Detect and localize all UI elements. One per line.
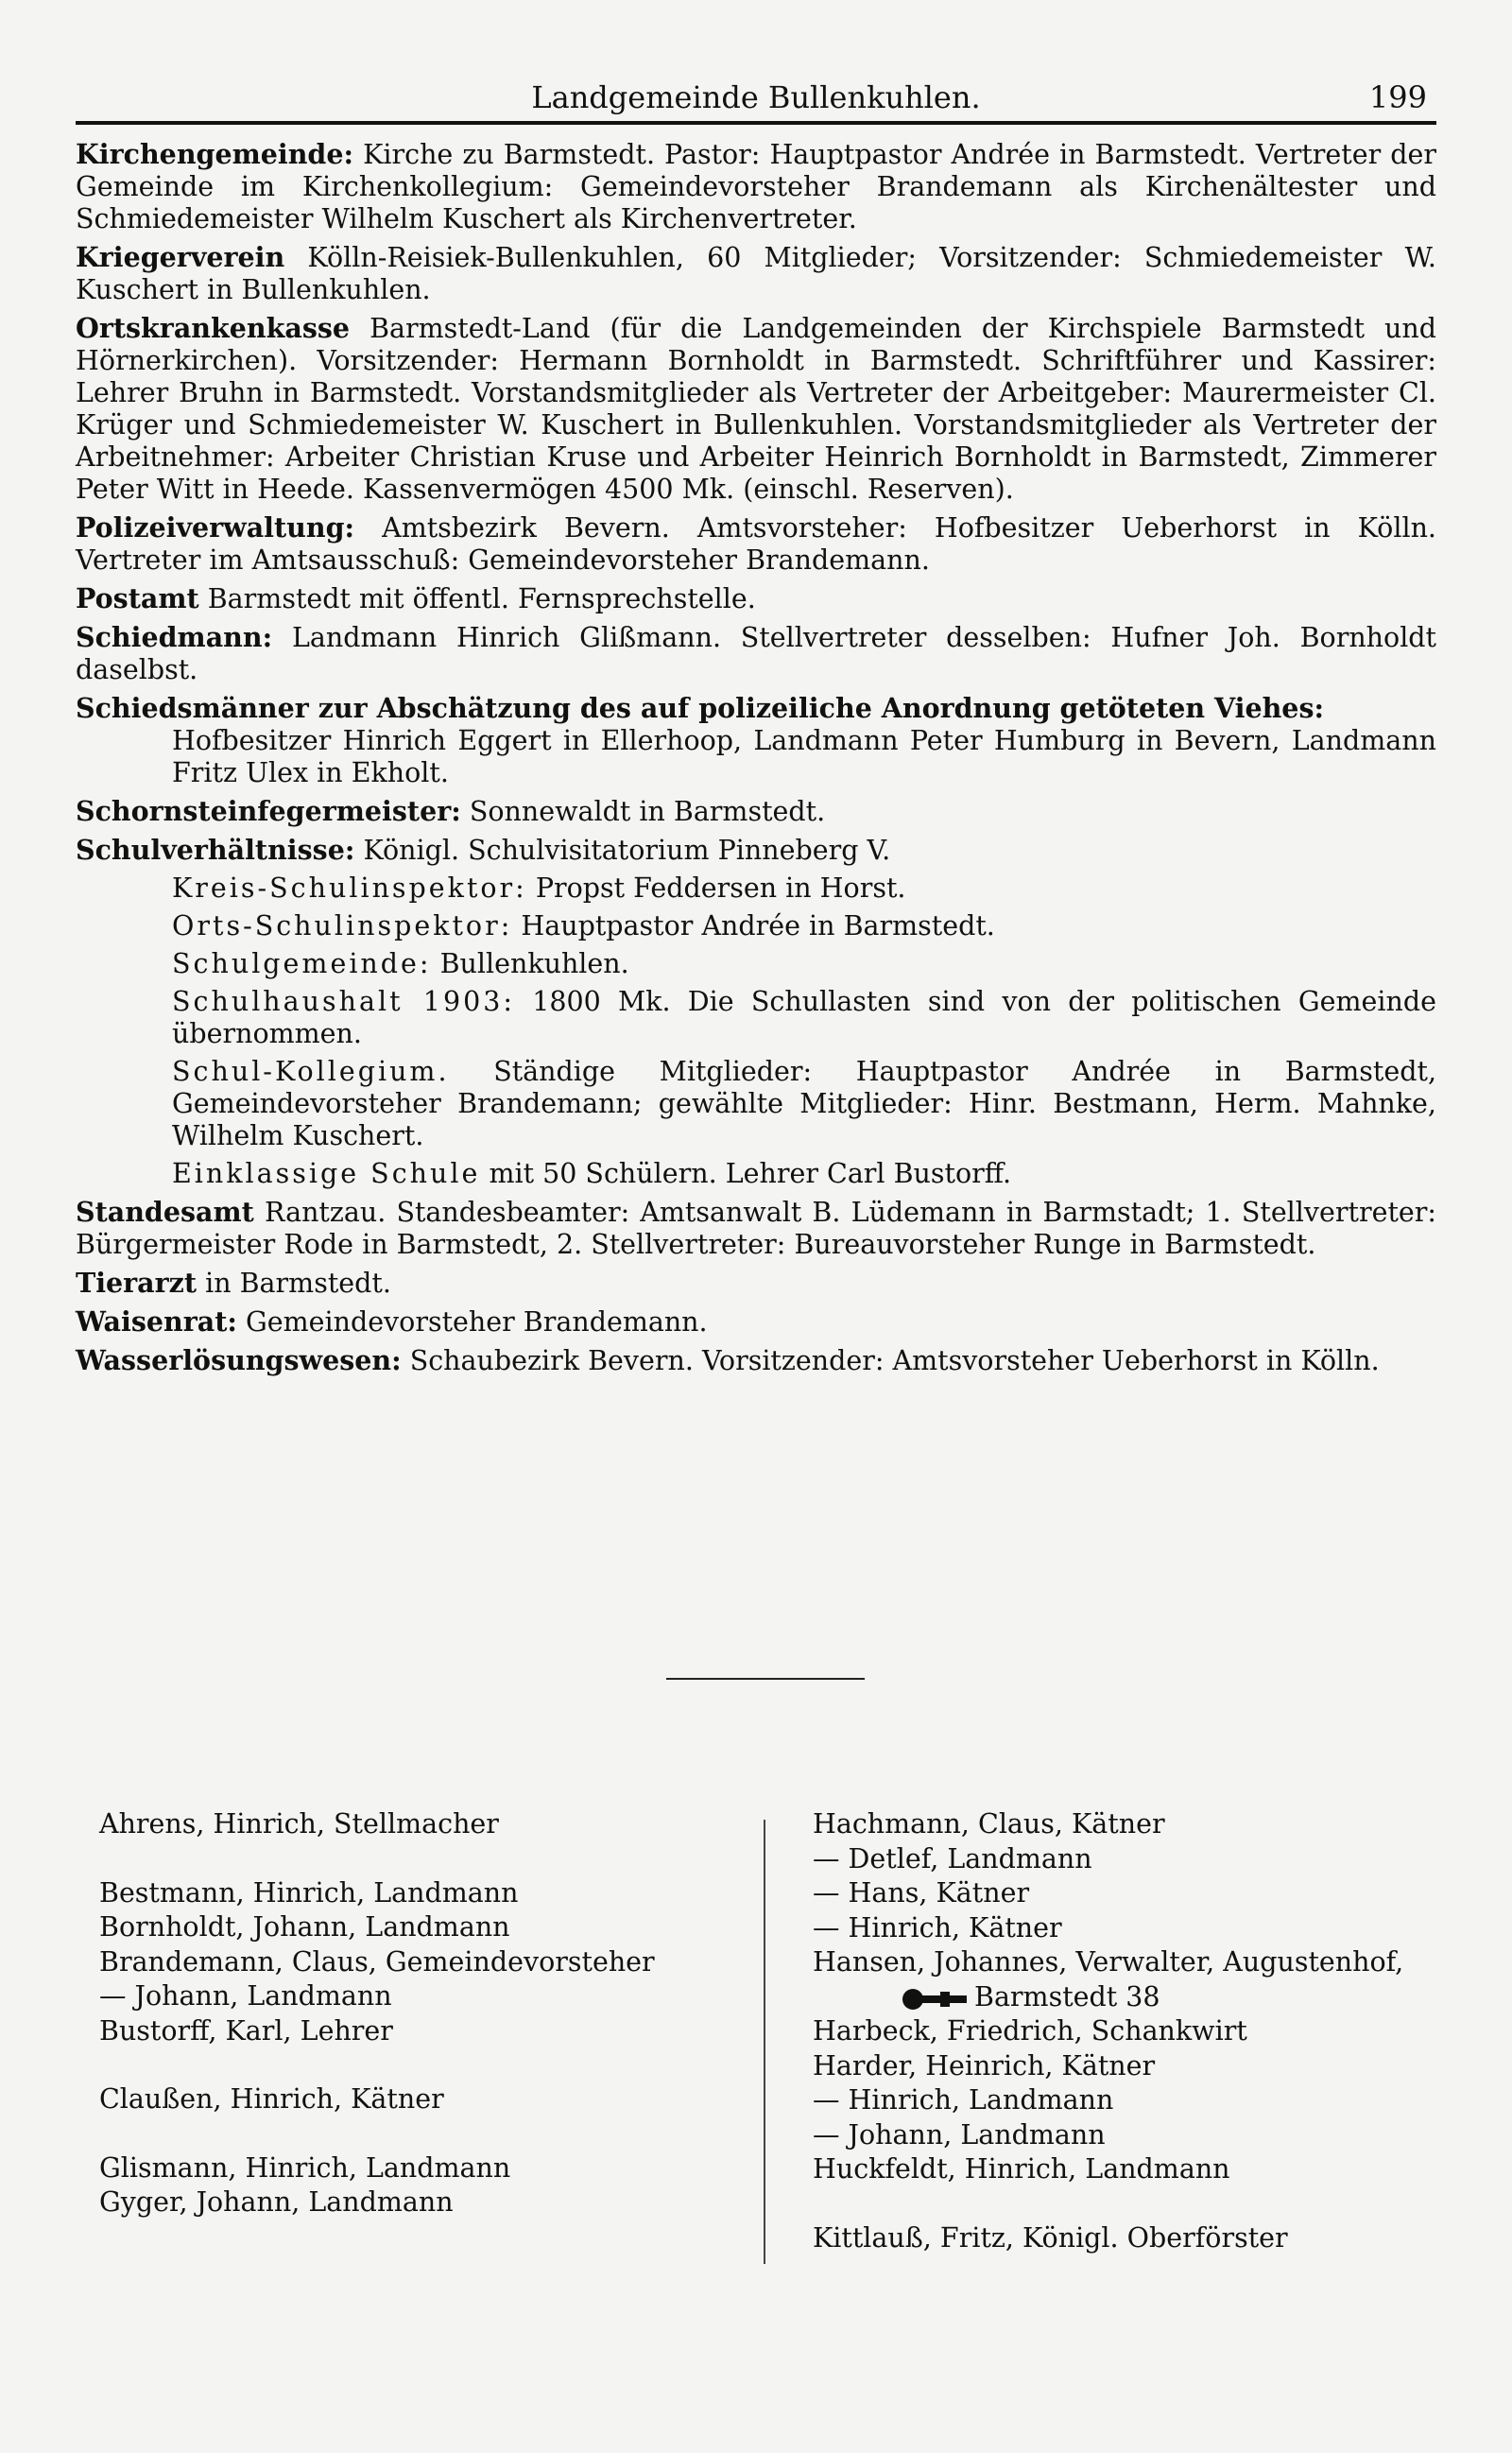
entry-tierarzt <box>76 1267 1436 1300</box>
resident-name: Bestmann, Hinrich, Landmann <box>99 1876 519 1909</box>
subentry-text: mit 50 Schülern. Lehrer Carl Bustorff. <box>489 1158 1012 1189</box>
residents-column-right <box>813 1807 1455 2255</box>
resident-name: Gyger, Johann, Landmann <box>99 2186 454 2218</box>
resident-name: Claußen, Hinrich, Kätner <box>99 2083 444 2115</box>
subentry-text: Propst Feddersen in Horst. <box>535 872 906 904</box>
entry-text: Barmstedt mit öffentl. Fernsprechstelle. <box>207 583 756 614</box>
resident-name: Glismann, Hinrich, Landmann <box>99 2151 511 2184</box>
school-subentry <box>76 910 1436 942</box>
subentry-keyword: Schulgemeinde: <box>172 948 432 979</box>
entry-keyword: Postamt <box>76 582 199 614</box>
entry-polizeiverwaltung <box>76 511 1436 577</box>
residents-column-left <box>99 1807 742 2220</box>
entry-wasserloesungswesen <box>76 1344 1436 1377</box>
entry-text: Rantzau. Standesbeamter: Amtsanwalt B. Lüdemann in Barmstadt; 1. Stellvertreter: Bürgermeister Rode in Barmstedt, 2. Stellvertreter: Bureauvorsteher Runge in Barmstedt. <box>76 1197 1436 1260</box>
resident-name: — Hinrich, Landmann <box>813 2084 1114 2116</box>
resident-name: Hansen, Johannes, Verwalter, Augustenhof, <box>813 1946 1404 1978</box>
resident-name: Kittlauß, Fritz, Königl. Oberförster <box>813 2221 1288 2254</box>
subentry-keyword: Orts-Schulinspektor: <box>172 910 513 941</box>
resident-name: Harbeck, Friedrich, Schankwirt <box>813 2015 1247 2047</box>
list-gap <box>99 2117 742 2151</box>
entry-schulverhaeltnisse <box>76 834 1436 867</box>
entry-text: Königl. Schulvisitatorium Pinneberg V. <box>363 835 891 866</box>
school-subentry <box>76 1158 1436 1190</box>
resident-name: — Hinrich, Kätner <box>813 1911 1062 1943</box>
subentry-keyword: Einklassige Schule <box>172 1158 481 1189</box>
entry-keyword: Schiedmann: <box>76 621 273 653</box>
resident-name: Bustorff, Karl, Lehrer <box>99 2014 393 2047</box>
entry-schiedsmaenner <box>76 692 1436 789</box>
resident-name: Ahrens, Hinrich, Stellmacher <box>99 1808 499 1840</box>
entry-keyword: Schulverhältnisse: <box>76 834 355 866</box>
list-gap <box>813 2187 1455 2221</box>
resident-phone-line <box>813 1980 1455 2015</box>
subentry-text: Ständige Mitglieder: Hauptpastor Andrée in Barmstedt, Gemeindevorsteher Brandemann; gewählte Mitglieder: Hinr. Bestmann, Herm. Mahnke, Wilhelm Kuschert. <box>172 1056 1436 1151</box>
page-header <box>76 76 1436 125</box>
resident-name: — Hans, Kätner <box>813 1877 1030 1909</box>
entry-waisenrat <box>76 1305 1436 1339</box>
school-subentry <box>76 948 1436 980</box>
resident-name: Brandemann, Claus, Gemeindevorsteher <box>99 1945 655 1978</box>
subentry-keyword: Schul-Kollegium. <box>172 1056 450 1087</box>
entry-kirchengemeinde <box>76 138 1436 235</box>
entry-keyword: Waisenrat: <box>76 1305 237 1338</box>
entry-postamt <box>76 582 1436 615</box>
entry-keyword: Kriegerverein <box>76 241 285 273</box>
entry-ortskrankenkasse <box>76 312 1436 506</box>
entry-keyword: Standesamt <box>76 1196 254 1228</box>
page-number: 199 <box>1368 79 1427 115</box>
entry-text: Amtsbezirk Bevern. Amtsvorsteher: Hofbesitzer Ueberhorst in Kölln. Vertreter im Amtsausschuß: Gemeindevorsteher Brandemann. <box>76 512 1436 576</box>
subentry-keyword: Schulhaushalt 1903: <box>172 986 515 1017</box>
resident-name: Bornholdt, Johann, Landmann <box>99 1911 510 1943</box>
entry-text: Barmstedt-Land (für die Landgemeinden der Kirchspiele Barmstedt und Hörnerkirchen). Vorsitzender: Hermann Bornholdt in Barmstedt. Schriftführer und Kassirer: Lehrer Bruhn in Barmstedt. Vorstandsmitglieder als Vertreter der Arbeitgeber: Maurermeister Cl. Krüger und Schmiedemeister W. Kuschert in Bullenkuhlen. Vorstandsmitglieder als Vertreter der Arbeitnehmer: Arbeiter Christian Kruse und Arbeiter Heinrich Bornholdt in Barmstedt, Zimmerer Peter Witt in Heede. Kassenvermögen 4500 Mk. (einschl. Reserven). <box>76 313 1436 505</box>
resident-name: — Johann, Landmann <box>813 2118 1106 2151</box>
entry-keyword: Wasserlösungswesen: <box>76 1344 402 1376</box>
entry-standesamt <box>76 1196 1436 1261</box>
column-divider <box>764 1820 765 2264</box>
entry-keyword: Tierarzt <box>76 1267 198 1299</box>
entry-text: Kölln-Reisiek-Bullenkuhlen, 60 Mitglieder; Vorsitzender: Schmiedemeister W. Kuschert in Bullenkuhlen. <box>76 242 1436 305</box>
entry-text: Schaubezirk Bevern. Vorsitzender: Amtsvorsteher Ueberhorst in Kölln. <box>409 1345 1380 1376</box>
list-gap <box>99 1842 742 1876</box>
entry-schornsteinfeger <box>76 795 1436 828</box>
subentry-text: Hauptpastor Andrée in Barmstedt. <box>521 910 995 941</box>
school-subentry <box>76 986 1436 1050</box>
section-rule <box>666 1678 865 1680</box>
entry-text: Landmann Hinrich Glißmann. Stellvertreter desselben: Hufner Joh. Bornholdt daselbst. <box>76 622 1437 685</box>
school-subentry <box>76 872 1436 905</box>
list-gap <box>99 2048 742 2082</box>
entry-kriegerverein <box>76 241 1436 306</box>
resident-name: Harder, Heinrich, Kätner <box>813 2049 1156 2082</box>
entry-text: Sonnewaldt in Barmstedt. <box>469 796 826 827</box>
entry-keyword: Schornsteinfegermeister: <box>76 795 461 827</box>
directory-entries <box>76 138 1436 1383</box>
school-subentry <box>76 1056 1436 1152</box>
subentry-text: 1800 Mk. Die Schullasten sind von der politischen Gemeinde übernommen. <box>172 986 1437 1049</box>
entry-text: in Barmstedt. <box>205 1268 391 1299</box>
entry-keyword: Ortskrankenkasse <box>76 312 351 344</box>
subentry-text: Bullenkuhlen. <box>439 948 629 979</box>
subentry-keyword: Kreis-Schulinspektor: <box>172 872 527 904</box>
running-title: Landgemeinde Bullenkuhlen. <box>531 79 981 115</box>
entry-keyword: Kirchengemeinde: <box>76 138 354 170</box>
resident-name: Hachmann, Claus, Kätner <box>813 1808 1165 1840</box>
resident-name: — Detlef, Landmann <box>813 1842 1092 1874</box>
phone-number: Barmstedt 38 <box>974 1980 1160 2012</box>
resident-name: — Johann, Landmann <box>99 1980 392 2012</box>
resident-name: Huckfeldt, Hinrich, Landmann <box>813 2153 1230 2185</box>
entry-keyword: Schiedsmänner zur Abschätzung des auf polizeiliche Anordnung getöteten Viehes: <box>76 692 1325 724</box>
telephone-icon <box>902 1988 969 2009</box>
entry-schiedmann <box>76 621 1436 686</box>
entry-keyword: Polizeiverwaltung: <box>76 511 355 544</box>
entry-text: Kirche zu Barmstedt. Pastor: Hauptpastor Andrée in Barmstedt. Vertreter der Gemeinde im Kirchenkollegium: Gemeindevorsteher Brandemann als Kirchenältester und Schmiedemeister Wilhelm Kuschert als Kirchenvertreter. <box>76 139 1436 234</box>
entry-text: Hofbesitzer Hinrich Eggert in Ellerhoop, Landmann Peter Humburg in Bevern, Landmann Fritz Ulex in Ekholt. <box>172 725 1436 788</box>
entry-text: Gemeindevorsteher Brandemann. <box>245 1306 708 1338</box>
